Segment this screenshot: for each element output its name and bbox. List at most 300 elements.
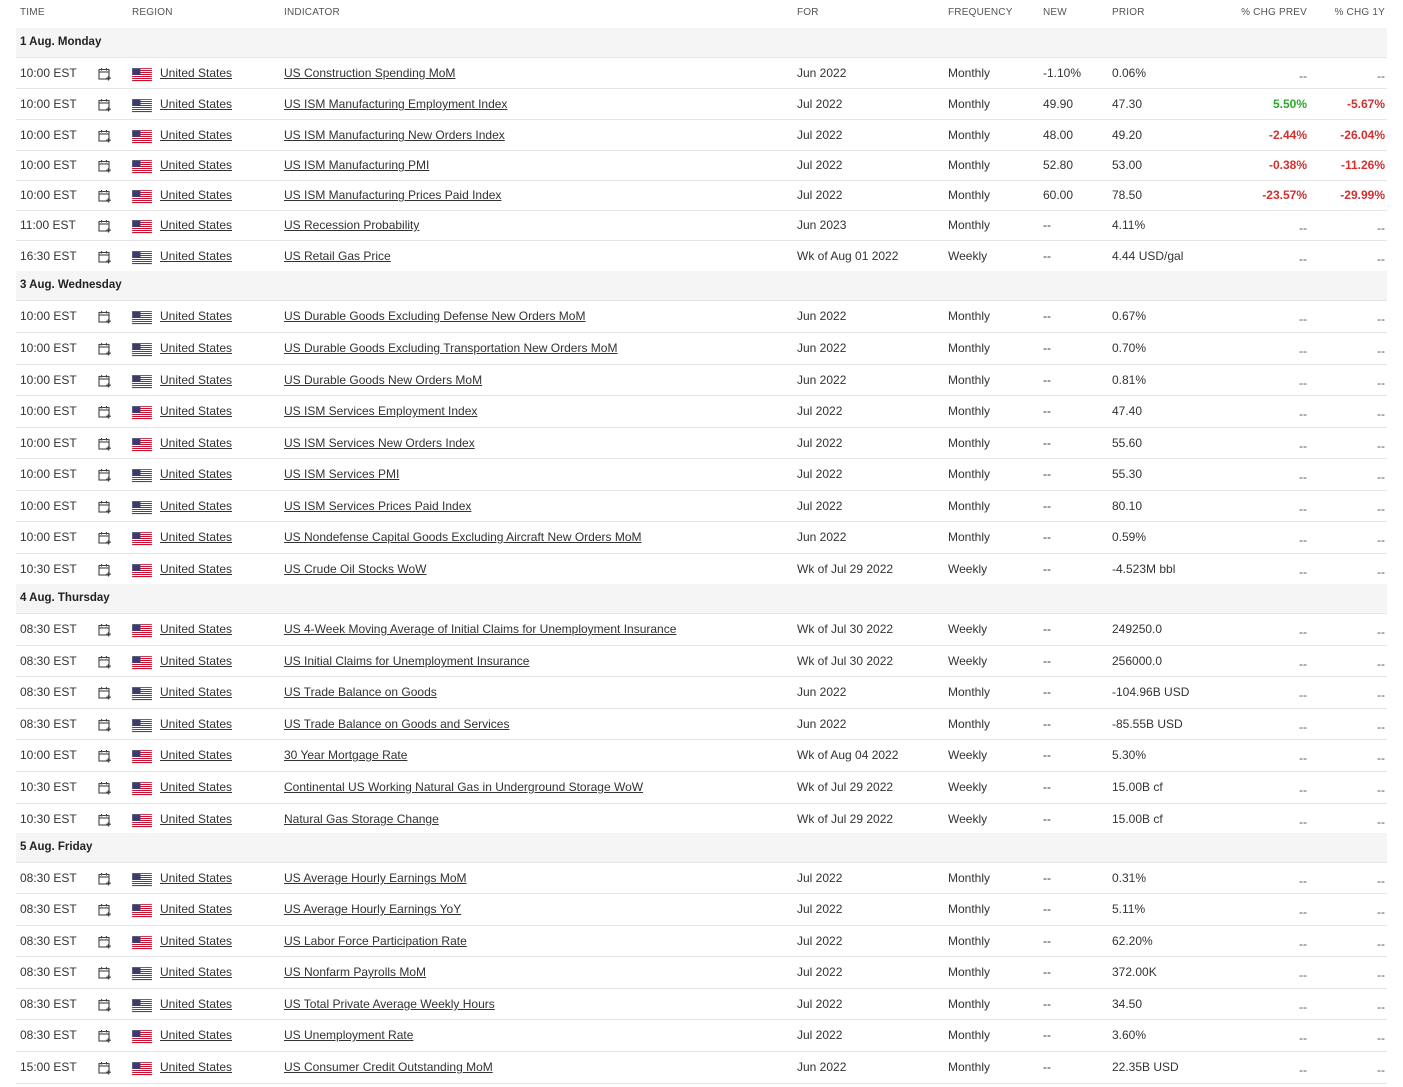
indicator-link[interactable]: US Retail Gas Price (284, 249, 391, 263)
table-row[interactable] (16, 210, 1387, 241)
us-flag-icon (132, 904, 152, 918)
new-value-cell: -- (1043, 934, 1051, 948)
indicator-link[interactable]: US Trade Balance on Goods (284, 685, 437, 699)
frequency-cell: Weekly (948, 562, 988, 576)
calendar-add-icon[interactable] (98, 998, 112, 1012)
prior-value-cell: 0.70% (1112, 341, 1147, 355)
new-value-cell: 48.00 (1043, 128, 1074, 142)
chg-prev-cell: -- (1299, 688, 1307, 702)
region-link[interactable]: United States (160, 562, 233, 576)
chg-prev-cell: -- (1299, 69, 1307, 83)
table-row[interactable] (16, 956, 1387, 989)
table-row[interactable] (16, 300, 1387, 333)
table-row[interactable] (16, 771, 1387, 804)
prior-value-cell: 256000.0 (1112, 654, 1163, 668)
calendar-add-icon[interactable] (98, 718, 112, 732)
indicator-link[interactable]: US ISM Services Prices Paid Index (284, 499, 472, 513)
indicator-link[interactable]: US ISM Services PMI (284, 467, 400, 481)
chg-1y-cell: -11.26% (1340, 158, 1385, 172)
region-link[interactable]: United States (160, 654, 233, 668)
calendar-add-icon[interactable] (98, 1029, 112, 1043)
period-cell: Wk of Jul 30 2022 (797, 654, 894, 668)
date-section-header (16, 833, 1387, 863)
us-flag-icon (132, 1030, 152, 1044)
time-cell: 08:30 EST (20, 902, 77, 916)
time-cell: 08:30 EST (20, 622, 77, 636)
new-value-cell: -- (1043, 309, 1051, 323)
date-section-header (16, 28, 1387, 58)
chg-1y-cell: -- (1377, 688, 1385, 702)
time-cell: 11:00 EST (20, 218, 76, 232)
chg-prev-cell: -- (1299, 937, 1307, 951)
header-indicator[interactable]: INDICATOR (284, 7, 340, 18)
date-section-label: 1 Aug. Monday (20, 36, 102, 48)
new-value-cell: -1.10% (1043, 66, 1082, 80)
chg-1y-cell: -- (1377, 470, 1385, 484)
table-row[interactable] (16, 150, 1387, 181)
calendar-add-icon[interactable] (98, 781, 112, 795)
frequency-cell: Monthly (948, 97, 991, 111)
frequency-cell: Monthly (948, 965, 991, 979)
indicator-link[interactable]: US 4-Week Moving Average of Initial Claims for Unemployment Insurance (284, 622, 677, 636)
frequency-cell: Weekly (948, 654, 988, 668)
prior-value-cell: 53.00 (1112, 158, 1143, 172)
period-cell: Wk of Jul 30 2022 (797, 622, 894, 636)
period-cell: Jun 2023 (797, 218, 847, 232)
us-flag-icon (132, 469, 152, 483)
prior-value-cell: 4.44 USD/gal (1112, 249, 1184, 263)
table-row[interactable] (16, 613, 1387, 646)
time-cell: 10:30 EST (20, 780, 77, 794)
region-link[interactable]: United States (160, 997, 233, 1011)
prior-value-cell: 0.31% (1112, 871, 1147, 885)
period-cell: Jul 2022 (797, 1028, 843, 1042)
indicator-link[interactable]: US Nonfarm Payrolls MoM (284, 965, 427, 979)
header-prior[interactable]: PRIOR (1112, 7, 1145, 18)
table-row[interactable] (16, 180, 1387, 211)
us-flag-icon (132, 130, 152, 144)
chg-1y-cell: -- (1377, 565, 1385, 579)
table-row[interactable] (16, 395, 1387, 428)
us-flag-icon (132, 438, 152, 452)
time-cell: 10:00 EST (20, 530, 77, 544)
time-cell: 08:30 EST (20, 685, 77, 699)
prior-value-cell: 15.00B cf (1112, 812, 1163, 826)
period-cell: Jul 2022 (797, 997, 843, 1011)
header-chg-1y[interactable]: % CHG 1Y (1334, 7, 1385, 18)
calendar-add-icon[interactable] (98, 405, 112, 419)
indicator-link[interactable]: US ISM Manufacturing New Orders Index (284, 128, 505, 142)
chg-prev-cell: -0.38% (1268, 158, 1307, 172)
table-row[interactable] (16, 645, 1387, 677)
period-cell: Wk of Jul 29 2022 (797, 562, 894, 576)
calendar-add-icon[interactable] (98, 966, 112, 980)
frequency-cell: Monthly (948, 373, 991, 387)
period-cell: Jul 2022 (797, 404, 843, 418)
calendar-add-icon[interactable] (98, 531, 112, 545)
chg-1y-cell: -- (1377, 1031, 1385, 1045)
time-cell: 08:30 EST (20, 934, 77, 948)
new-value-cell: -- (1043, 1028, 1051, 1042)
period-cell: Jul 2022 (797, 188, 843, 202)
chg-1y-cell: -- (1377, 1000, 1385, 1014)
indicator-link[interactable]: US Total Private Average Weekly Hours (284, 997, 495, 1011)
new-value-cell: -- (1043, 902, 1051, 916)
calendar-add-icon[interactable] (98, 1061, 112, 1075)
new-value-cell: -- (1043, 530, 1051, 544)
table-row[interactable] (16, 988, 1387, 1020)
us-flag-icon (132, 564, 152, 578)
table-row[interactable] (16, 925, 1387, 957)
prior-value-cell: 49.20 (1112, 128, 1143, 142)
prior-value-cell: 5.30% (1112, 748, 1147, 762)
date-section-label: 3 Aug. Wednesday (20, 279, 122, 291)
chg-1y-cell: -- (1377, 905, 1385, 919)
us-flag-icon (132, 190, 152, 204)
region-link[interactable]: United States (160, 341, 233, 355)
table-row[interactable] (16, 739, 1387, 772)
us-flag-icon (132, 160, 152, 174)
new-value-cell: -- (1043, 436, 1051, 450)
period-cell: Jul 2022 (797, 97, 843, 111)
new-value-cell: 49.90 (1043, 97, 1074, 111)
region-link[interactable]: United States (160, 97, 233, 111)
region-link[interactable]: United States (160, 188, 233, 202)
table-row[interactable] (16, 893, 1387, 926)
time-cell: 10:00 EST (20, 341, 77, 355)
indicator-link[interactable]: 30 Year Mortgage Rate (284, 748, 408, 762)
us-flag-icon (132, 501, 152, 515)
region-link[interactable]: United States (160, 965, 233, 979)
time-cell: 10:00 EST (20, 97, 77, 111)
frequency-cell: Monthly (948, 685, 991, 699)
prior-value-cell: 0.59% (1112, 530, 1147, 544)
period-cell: Jul 2022 (797, 158, 843, 172)
region-link[interactable]: United States (160, 780, 233, 794)
indicator-link[interactable]: US Construction Spending MoM (284, 66, 456, 80)
us-flag-icon (132, 750, 152, 764)
period-cell: Jun 2022 (797, 309, 847, 323)
indicator-link[interactable]: Natural Gas Storage Change (284, 812, 439, 826)
calendar-add-icon[interactable] (98, 935, 112, 949)
time-cell: 08:30 EST (20, 997, 77, 1011)
chg-1y-cell: -- (1377, 502, 1385, 516)
table-row[interactable] (16, 708, 1387, 740)
table-row[interactable] (16, 240, 1387, 272)
region-link[interactable]: United States (160, 934, 233, 948)
table-row[interactable] (16, 1051, 1387, 1084)
region-link[interactable]: United States (160, 158, 233, 172)
region-link[interactable]: United States (160, 902, 233, 916)
new-value-cell: -- (1043, 965, 1051, 979)
chg-prev-cell: -- (1299, 625, 1307, 639)
region-link[interactable]: United States (160, 1028, 233, 1042)
region-link[interactable]: United States (160, 1060, 233, 1074)
prior-value-cell: 80.10 (1112, 499, 1143, 513)
chg-prev-cell: -- (1299, 905, 1307, 919)
chg-1y-cell: -29.99% (1340, 188, 1385, 202)
chg-prev-cell: -- (1299, 407, 1307, 421)
new-value-cell: -- (1043, 748, 1051, 762)
table-row[interactable] (16, 364, 1387, 396)
region-link[interactable]: United States (160, 309, 233, 323)
frequency-cell: Weekly (948, 780, 988, 794)
time-cell: 10:00 EST (20, 404, 77, 418)
frequency-cell: Monthly (948, 467, 991, 481)
indicator-link[interactable]: US Consumer Credit Outstanding MoM (284, 1060, 493, 1074)
table-row[interactable] (16, 553, 1387, 586)
region-link[interactable]: United States (160, 717, 233, 731)
region-link[interactable]: United States (160, 530, 233, 544)
region-link[interactable]: United States (160, 249, 233, 263)
new-value-cell: -- (1043, 622, 1051, 636)
chg-prev-cell: -- (1299, 439, 1307, 453)
table-row[interactable] (16, 1019, 1387, 1052)
time-cell: 10:00 EST (20, 66, 77, 80)
indicator-link[interactable]: US ISM Manufacturing PMI (284, 158, 430, 172)
calendar-add-icon[interactable] (98, 342, 112, 356)
indicator-link[interactable]: US Durable Goods Excluding Defense New Orders MoM (284, 309, 586, 323)
region-link[interactable]: United States (160, 871, 233, 885)
calendar-add-icon[interactable] (98, 563, 112, 577)
header-new[interactable]: NEW (1043, 7, 1067, 18)
indicator-link[interactable]: Continental US Working Natural Gas in Underground Storage WoW (284, 780, 644, 794)
region-link[interactable]: United States (160, 499, 233, 513)
chg-prev-cell: -- (1299, 312, 1307, 326)
time-cell: 10:00 EST (20, 128, 77, 142)
prior-value-cell: 47.40 (1112, 404, 1143, 418)
us-flag-icon (132, 1062, 152, 1076)
frequency-cell: Monthly (948, 530, 991, 544)
chg-1y-cell: -- (1377, 625, 1385, 639)
us-flag-icon (132, 68, 152, 82)
header-time[interactable]: TIME (20, 7, 45, 18)
chg-1y-cell: -- (1377, 439, 1385, 453)
calendar-add-icon[interactable] (98, 623, 112, 637)
indicator-link[interactable]: US ISM Manufacturing Prices Paid Index (284, 188, 502, 202)
chg-prev-cell: -- (1299, 502, 1307, 516)
prior-value-cell: 372.00K (1112, 965, 1157, 979)
table-row[interactable] (16, 490, 1387, 522)
header-frequency[interactable]: FREQUENCY (948, 7, 1013, 18)
region-link[interactable]: United States (160, 685, 233, 699)
indicator-link[interactable]: US Recession Probability (284, 218, 420, 232)
table-row[interactable] (16, 458, 1387, 491)
time-cell: 10:00 EST (20, 467, 77, 481)
period-cell: Jul 2022 (797, 902, 843, 916)
chg-1y-cell: -- (1377, 783, 1385, 797)
region-link[interactable]: United States (160, 622, 233, 636)
table-row[interactable] (16, 676, 1387, 709)
region-link[interactable]: United States (160, 812, 233, 826)
indicator-link[interactable]: US ISM Services Employment Index (284, 404, 478, 418)
time-cell: 08:30 EST (20, 654, 77, 668)
calendar-add-icon[interactable] (98, 159, 112, 173)
prior-value-cell: 5.11% (1112, 902, 1146, 916)
chg-1y-cell: -- (1377, 376, 1385, 390)
table-row[interactable] (16, 57, 1387, 89)
chg-prev-cell: -- (1299, 815, 1307, 829)
prior-value-cell: 0.81% (1112, 373, 1147, 387)
chg-1y-cell: -- (1377, 344, 1385, 358)
calendar-add-icon[interactable] (98, 500, 112, 514)
calendar-add-icon[interactable] (98, 437, 112, 451)
chg-prev-cell: -- (1299, 657, 1307, 671)
indicator-link[interactable]: US Average Hourly Earnings YoY (284, 902, 462, 916)
calendar-add-icon[interactable] (98, 67, 112, 81)
calendar-add-icon[interactable] (98, 374, 112, 388)
period-cell: Wk of Jul 29 2022 (797, 812, 894, 826)
period-cell: Jun 2022 (797, 685, 847, 699)
calendar-add-icon[interactable] (98, 310, 112, 324)
header-chg-prev[interactable]: % CHG PREV (1241, 7, 1307, 18)
new-value-cell: -- (1043, 1060, 1051, 1074)
frequency-cell: Weekly (948, 748, 988, 762)
date-section-label: 5 Aug. Friday (20, 841, 93, 853)
chg-1y-cell: -- (1377, 657, 1385, 671)
indicator-link[interactable]: US Unemployment Rate (284, 1028, 414, 1042)
table-header (16, 0, 1387, 29)
us-flag-icon (132, 532, 152, 546)
calendar-add-icon[interactable] (98, 686, 112, 700)
us-flag-icon (132, 406, 152, 420)
calendar-add-icon[interactable] (98, 872, 112, 886)
chg-prev-cell: -- (1299, 376, 1307, 390)
chg-prev-cell: -- (1299, 874, 1307, 888)
indicator-link[interactable]: US ISM Services New Orders Index (284, 436, 475, 450)
table-row[interactable] (16, 119, 1387, 151)
time-cell: 08:30 EST (20, 965, 77, 979)
new-value-cell: -- (1043, 871, 1051, 885)
us-flag-icon (132, 656, 152, 670)
indicator-link[interactable]: US Nondefense Capital Goods Excluding Aircraft New Orders MoM (284, 530, 642, 544)
region-link[interactable]: United States (160, 373, 233, 387)
period-cell: Jun 2022 (797, 66, 847, 80)
calendar-add-icon[interactable] (98, 250, 112, 264)
new-value-cell: -- (1043, 685, 1051, 699)
us-flag-icon (132, 99, 152, 113)
indicator-link[interactable]: US Trade Balance on Goods and Services (284, 717, 510, 731)
calendar-add-icon[interactable] (98, 219, 112, 233)
chg-1y-cell: -- (1377, 312, 1385, 326)
us-flag-icon (132, 814, 152, 828)
indicator-link[interactable]: US Average Hourly Earnings MoM (284, 871, 467, 885)
prior-value-cell: 4.11% (1112, 218, 1146, 232)
time-cell: 08:30 EST (20, 717, 77, 731)
chg-prev-cell: -- (1299, 1031, 1307, 1045)
chg-1y-cell: -- (1377, 1063, 1385, 1077)
new-value-cell: -- (1043, 717, 1051, 731)
period-cell: Wk of Jul 29 2022 (797, 780, 894, 794)
time-cell: 08:30 EST (20, 1028, 77, 1042)
frequency-cell: Weekly (948, 622, 988, 636)
indicator-link[interactable]: US Crude Oil Stocks WoW (284, 562, 427, 576)
calendar-add-icon[interactable] (98, 813, 112, 827)
calendar-add-icon[interactable] (98, 903, 112, 917)
new-value-cell: -- (1043, 373, 1051, 387)
chg-prev-cell: -- (1299, 968, 1307, 982)
chg-1y-cell: -- (1377, 221, 1385, 235)
indicator-link[interactable]: US Initial Claims for Unemployment Insurance (284, 654, 530, 668)
chg-prev-cell: -- (1299, 1000, 1307, 1014)
calendar-add-icon[interactable] (98, 98, 112, 112)
chg-prev-cell: -- (1299, 470, 1307, 484)
us-flag-icon (132, 624, 152, 638)
chg-prev-cell: -- (1299, 783, 1307, 797)
table-row[interactable] (16, 521, 1387, 554)
period-cell: Jun 2022 (797, 1060, 847, 1074)
frequency-cell: Monthly (948, 934, 991, 948)
prior-value-cell: 62.20% (1112, 934, 1153, 948)
indicator-link[interactable]: US ISM Manufacturing Employment Index (284, 97, 508, 111)
period-cell: Wk of Aug 04 2022 (797, 748, 899, 762)
us-flag-icon (132, 782, 152, 796)
time-cell: 10:00 EST (20, 436, 77, 450)
period-cell: Jul 2022 (797, 436, 843, 450)
time-cell: 10:00 EST (20, 188, 77, 202)
region-link[interactable]: United States (160, 128, 233, 142)
us-flag-icon (132, 343, 152, 357)
region-link[interactable]: United States (160, 218, 233, 232)
new-value-cell: -- (1043, 997, 1051, 1011)
prior-value-cell: 22.35B USD (1112, 1060, 1179, 1074)
calendar-add-icon[interactable] (98, 655, 112, 669)
us-flag-icon (132, 251, 152, 265)
us-flag-icon (132, 719, 152, 733)
table-row[interactable] (16, 332, 1387, 365)
chg-1y-cell: -- (1377, 69, 1385, 83)
period-cell: Jul 2022 (797, 499, 843, 513)
calendar-add-icon[interactable] (98, 189, 112, 203)
chg-prev-cell: -- (1299, 565, 1307, 579)
table-row[interactable] (16, 88, 1387, 120)
calendar-add-icon[interactable] (98, 468, 112, 482)
region-link[interactable]: United States (160, 66, 233, 80)
region-link[interactable]: United States (160, 436, 233, 450)
period-cell: Jun 2022 (797, 341, 847, 355)
new-value-cell: -- (1043, 249, 1051, 263)
new-value-cell: -- (1043, 562, 1051, 576)
chg-1y-cell: -- (1377, 252, 1385, 266)
time-cell: 10:30 EST (20, 562, 77, 576)
region-link[interactable]: United States (160, 467, 233, 481)
prior-value-cell: 34.50 (1112, 997, 1143, 1011)
header-for[interactable]: FOR (797, 7, 819, 18)
table-row[interactable] (16, 803, 1387, 836)
period-cell: Jul 2022 (797, 128, 843, 142)
us-flag-icon (132, 311, 152, 325)
calendar-add-icon[interactable] (98, 129, 112, 143)
table-row[interactable] (16, 862, 1387, 894)
table-row[interactable] (16, 427, 1387, 459)
period-cell: Jun 2022 (797, 373, 847, 387)
prior-value-cell: -85.55B USD (1112, 717, 1183, 731)
region-link[interactable]: United States (160, 404, 233, 418)
frequency-cell: Monthly (948, 1028, 991, 1042)
calendar-add-icon[interactable] (98, 749, 112, 763)
date-section-header (16, 271, 1387, 301)
indicator-link[interactable]: US Durable Goods Excluding Transportation New Orders MoM (284, 341, 618, 355)
region-link[interactable]: United States (160, 748, 233, 762)
us-flag-icon (132, 967, 152, 981)
time-cell: 10:00 EST (20, 499, 77, 513)
time-cell: 16:30 EST (20, 249, 77, 263)
prior-value-cell: 15.00B cf (1112, 780, 1163, 794)
indicator-link[interactable]: US Durable Goods New Orders MoM (284, 373, 483, 387)
header-region[interactable]: REGION (132, 7, 173, 18)
chg-1y-cell: -5.67% (1346, 97, 1385, 111)
indicator-link[interactable]: US Labor Force Participation Rate (284, 934, 467, 948)
